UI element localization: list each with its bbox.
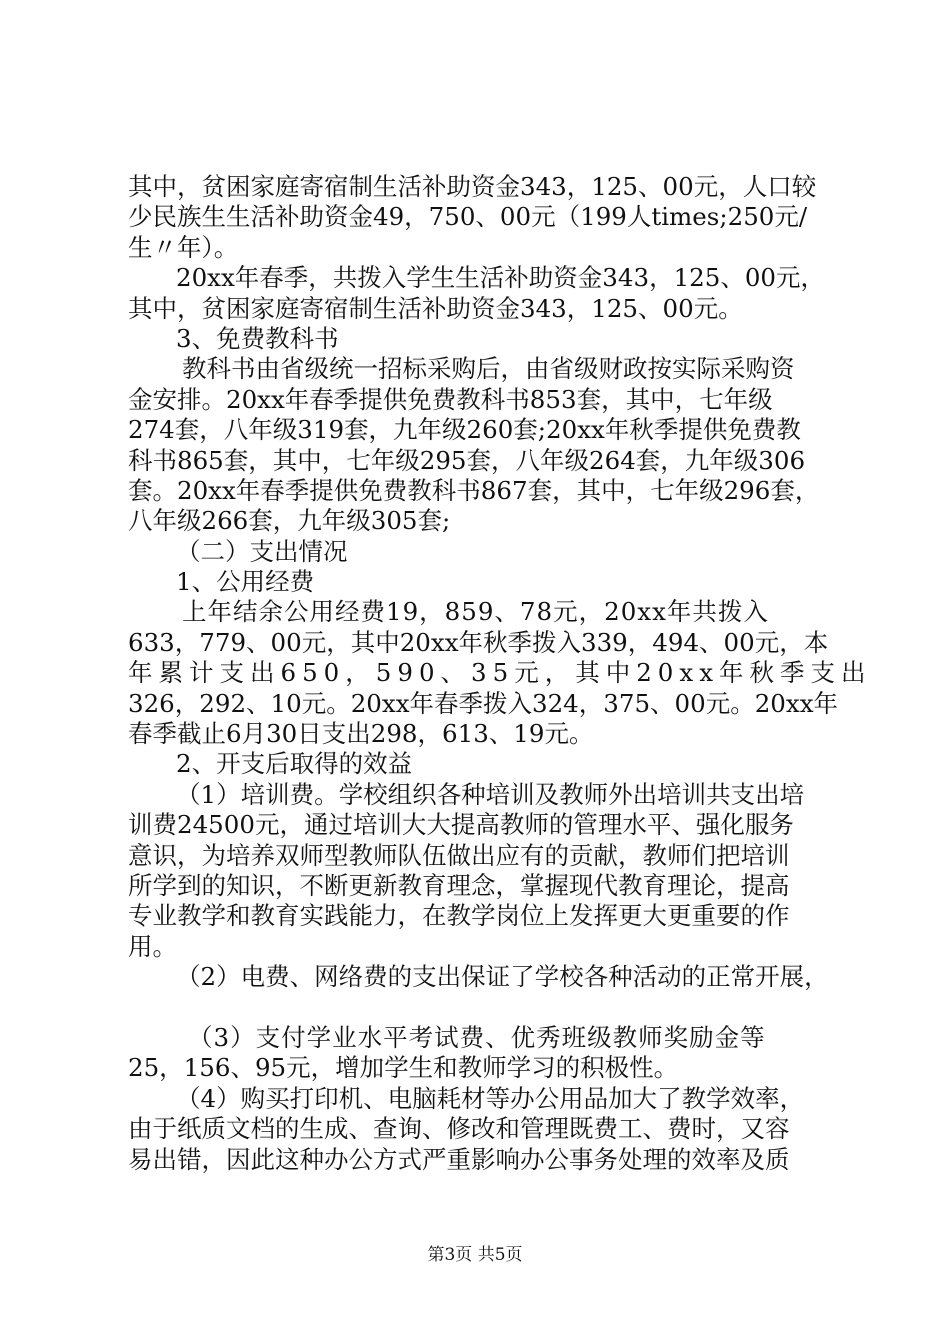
section-heading: 3、免费教科书	[176, 323, 339, 353]
text-line: 科书865套，其中，七年级295套，八年级264套，九年级306	[128, 445, 806, 475]
text-line: 专业教学和教育实践能力，在教学岗位上发挥更大更重要的作	[128, 901, 790, 931]
paragraph-start: （3）支付学业水平考试费、优秀班级教师奖励金等	[188, 1022, 766, 1052]
text-line: 意识，为培养双师型教师队伍做出应有的贡献，教师们把培训	[128, 840, 790, 870]
text-line: 生〃年）。	[128, 232, 239, 262]
text-line: 274套，八年级319套，九年级260套;20xx年秋季提供免费教	[128, 415, 801, 445]
paragraph-start: 上年结余公用经费19，859、78元，20xx年共拨入	[182, 597, 769, 627]
page-number: 第3页 共5页	[427, 1245, 523, 1265]
text-line: 金安排。20xx年春季提供免费教科书853套，其中，七年级	[128, 384, 773, 414]
text-line: 易出错，因此这种办公方式严重影响办公事务处理的效率及质	[128, 1144, 790, 1174]
text-line: 年累计支出650，590、35元，其中20xx年秋季支出	[128, 658, 872, 688]
text-line: 其中，贫困家庭寄宿制生活补助资金343，125、00元，人口较	[128, 172, 817, 201]
paragraph-start: （4）购买打印机、电脑耗材等办公用品加大了教学效率，	[176, 1083, 805, 1113]
section-heading: 2、开支后取得的效益	[176, 749, 413, 779]
text-line: 25，156、95元，增加学生和教师学习的积极性。	[128, 1053, 679, 1083]
text-line: 由于纸质文档的生成、查询、修改和管理既费工、费时，又容	[128, 1114, 790, 1144]
text-line: 所学到的知识，不断更新教育理念，掌握现代教育理论，提高	[128, 870, 790, 900]
text-line: 少民族生生活补助资金49，750、00元（199人times;250元/	[128, 202, 808, 232]
section-heading: （二）支出情况	[176, 536, 348, 566]
paragraph-start: 20xx年春季，共拨入学生生活补助资金343，125、00元，	[176, 263, 826, 293]
text-line: 套。20xx年春季提供免费教科书867套，其中，七年级296套，	[128, 475, 820, 505]
text-line: 春季截止6月30日支出298，613、19元。	[128, 719, 594, 749]
page-footer	[0, 1244, 950, 1266]
blank-line	[128, 993, 834, 1023]
text-line: 训费24500元，通过培训大大提高教师的管理水平、强化服务	[128, 810, 794, 840]
text-line: 326，292、10元。20xx年春季拨入324，375、00元。20xx年	[128, 688, 839, 718]
document-body	[128, 172, 872, 1175]
paragraph-start: 教科书由省级统一招标采购后，由省级财政按实际采购资	[182, 354, 795, 384]
section-heading: 1、公用经费	[176, 567, 315, 597]
text-line: 其中，贫困家庭寄宿制生活补助资金343，125、00元。	[128, 293, 743, 323]
paragraph-start: （1）培训费。学校组织各种培训及教师外出培训共支出培	[176, 779, 805, 809]
paragraph-start: （2）电费、网络费的支出保证了学校各种活动的正常开展，	[176, 962, 829, 992]
text-line: 用。	[128, 931, 177, 961]
text-line: 633，779、00元，其中20xx年秋季拨入339，494、00元，本	[128, 627, 829, 657]
text-line: 八年级266套，九年级305套;	[128, 506, 451, 536]
